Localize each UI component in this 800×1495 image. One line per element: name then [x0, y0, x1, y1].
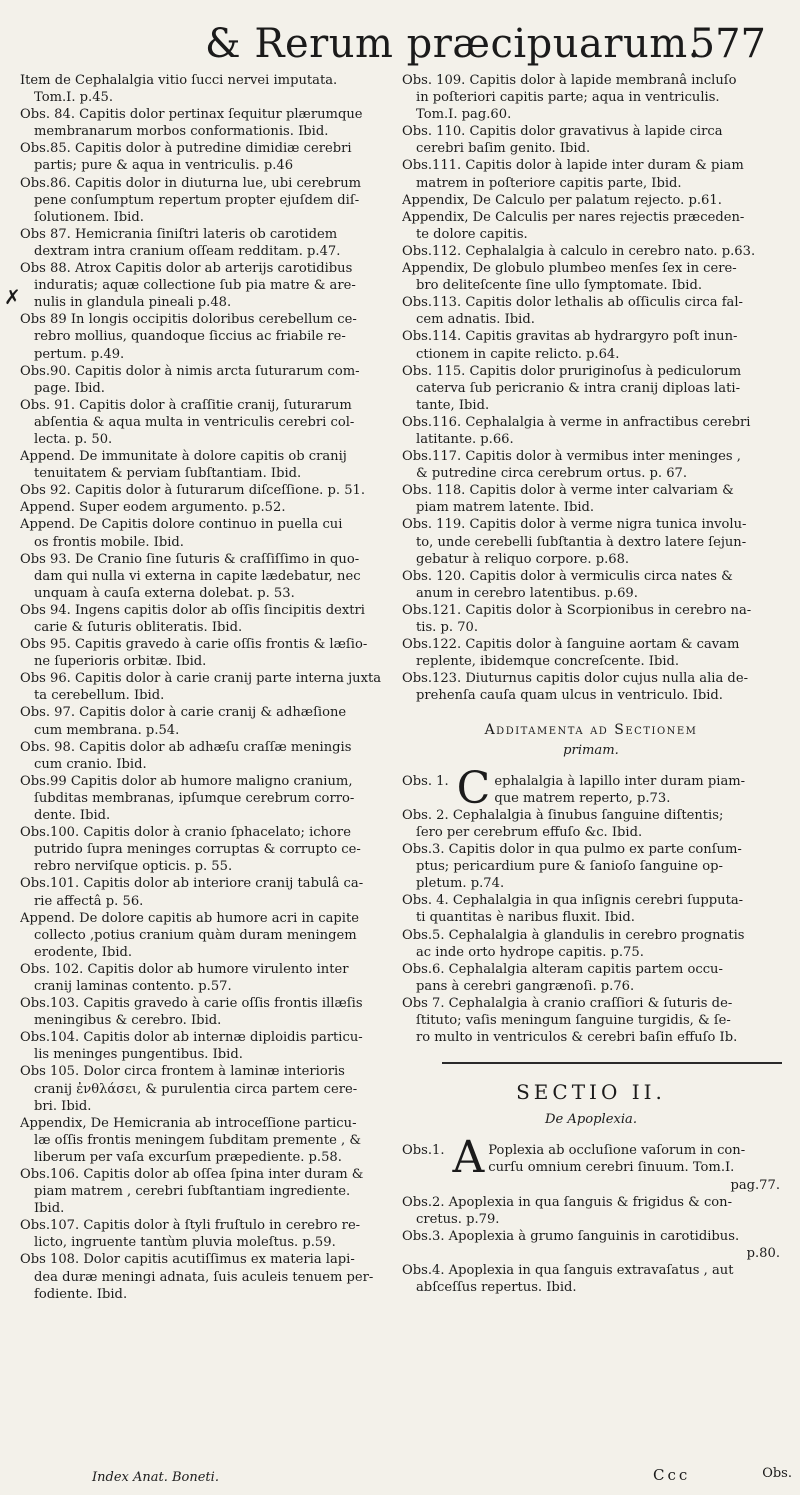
- index-entry: [20, 1217, 398, 1251]
- entry-line: collecto ,potius cranium quàm duram meningem: [34, 927, 357, 943]
- index-entry: [20, 1251, 398, 1302]
- index-entry: [402, 72, 780, 123]
- entry-line: pertum. p.49.: [34, 346, 125, 362]
- sectio-heading: SECTIO II.: [516, 1080, 666, 1105]
- entry-line: bro deliteſcente ſine ullo ſymptomate. Ibid.: [416, 278, 702, 294]
- index-entry: [20, 516, 398, 550]
- entry-line: replente, ibidemque concreſcente. Ibid.: [416, 654, 680, 670]
- entry-line: Obs.86. Capitis dolor in diuturna lue, ubi cerebrum: [20, 175, 362, 191]
- index-entry: [20, 602, 398, 636]
- entry-line: Obs. 91. Capitis dolor à craſſitie cranij, ſuturarum: [20, 397, 352, 413]
- index-entry: [20, 175, 398, 226]
- entry-line: Obs.113. Capitis dolor lethalis ab oſſiculis circa fal-: [402, 295, 743, 311]
- entry-line: Obs. 4. Cephalalgia in qua inſignis cerebri ſupputa-: [402, 893, 744, 909]
- index-entry: [20, 72, 398, 106]
- entry-line: Obs.104. Capitis dolor ab internæ diploidis particu-: [20, 1030, 363, 1046]
- index-entry: [20, 910, 398, 961]
- entry-line: piam matrem latente. Ibid.: [416, 500, 595, 516]
- entry-line: Obs.3. Apoplexia à grumo ſanguinis in carotidibus.: [402, 1228, 740, 1244]
- index-entry: [402, 1262, 780, 1296]
- entry-line: abſentia & aqua multa in ventriculis cerebri col-: [34, 414, 355, 430]
- entry-line: Obs.99 Capitis dolor ab humore maligno cranium,: [20, 773, 353, 789]
- entry-line: Appendix, De Calculis per nares rejectis præceden-: [402, 209, 745, 225]
- index-entry: [402, 961, 780, 995]
- entry-line: Obs.101. Capitis dolor ab interiore cranij tabulâ ca-: [20, 876, 364, 892]
- entry-line: piam matrem , cerebri ſubſtantiam ingrediente.: [34, 1184, 351, 1200]
- index-entry: [20, 704, 398, 738]
- entry-line: fodiente. Ibid.: [34, 1286, 128, 1302]
- entry-line: nulis in glandula pineali p.48.: [34, 295, 232, 311]
- entry-line: Obs.111. Capitis dolor à lapide inter duram & piam: [402, 158, 744, 174]
- entry-line: anum in cerebro latentibus. p.69.: [416, 585, 638, 601]
- entry-line: carie & ſuturis obliteratis. Ibid.: [34, 620, 243, 635]
- index-entry: [402, 670, 780, 704]
- index-entry: [20, 311, 398, 362]
- entry-line: Obs.103. Capitis gravedo à carie oſſis frontis illæſis: [20, 996, 363, 1012]
- index-entry: [402, 995, 780, 1046]
- entry-line: Obs.121. Capitis dolor à Scorpionibus in cerebro na-: [402, 602, 752, 618]
- entry-line: Obs 93. De Cranio ſine ſuturis & craſſiſſimo in quo-: [20, 551, 360, 567]
- entry-line: Obs. 109. Capitis dolor à lapide membranâ incluſo: [402, 73, 737, 88]
- index-entry: [402, 157, 780, 191]
- entry-line: & putredine circa cerebrum ortus. p. 67.: [416, 466, 688, 482]
- index-entry: [20, 636, 398, 670]
- entry-line: putrido ſupra meninges corruptas & corrupto ce-: [34, 842, 361, 858]
- entry-line: ſubditas membranas, ipſumque cerebrum corro-: [34, 790, 355, 806]
- index-entry: [20, 1115, 398, 1166]
- entry-line: Obs 88. Atrox Capitis dolor ab arterijs carotidibus: [20, 261, 353, 277]
- entry-line: Obs 105. Dolor circa frontem à laminæ interioris: [20, 1064, 345, 1080]
- entry-line: Obs.117. Capitis dolor à vermibus inter meninges ,: [402, 449, 741, 465]
- index-entry: [20, 482, 398, 499]
- entry-line: Poplexia ab occluſione vaſorum in con-: [488, 1143, 746, 1159]
- entry-line: ſero per cerebrum effuſo &c. Ibid.: [416, 824, 643, 840]
- index-entry: [20, 551, 398, 602]
- entry-line: erodente, Ibid.: [34, 944, 133, 960]
- index-entry: [20, 499, 398, 516]
- entry-line: in poſteriori capitis parte; aqua in ventriculis.: [416, 90, 720, 106]
- entry-line: pans à cerebri gangrænoſi. p.76.: [416, 978, 635, 994]
- entry-line: Appendix, De Calculo per palatum rejecto. p.61.: [402, 192, 722, 208]
- entry-line: ti quantitas è naribus fluxit. Ibid.: [416, 910, 635, 926]
- index-entry: [402, 1194, 780, 1228]
- entry-line: matrem in poſteriore capitis parte, Ibid.: [416, 175, 682, 191]
- entry-line: Obs. 115. Capitis dolor pruriginoſus à pediculorum: [402, 363, 742, 379]
- index-entry: [20, 397, 398, 448]
- entry-line: Appendix, De Hemicrania ab introceſſione particu-: [20, 1115, 357, 1131]
- entry-line: ta cerebellum. Ibid.: [34, 688, 165, 704]
- index-entry: [402, 209, 780, 243]
- entry-line: Obs.3. Capitis dolor in qua pulmo ex parte conſum-: [402, 842, 742, 858]
- index-entry: [402, 328, 780, 362]
- sectio-subheading: De Apoplexia.: [545, 1112, 637, 1128]
- entry-line: dextram intra cranium oſſeam redditam. p.47.: [34, 243, 341, 259]
- entry-line: Obs.100. Capitis dolor à cranio ſphacelato; ichore: [20, 825, 351, 841]
- entry-line: tis. p. 70.: [416, 620, 479, 635]
- right-column: [402, 72, 780, 1296]
- index-entry: [402, 841, 780, 892]
- entry-line: lis meninges pungentibus. Ibid.: [34, 1047, 243, 1063]
- index-entry: [20, 995, 398, 1029]
- entry-line: cum cranio. Ibid.: [34, 756, 147, 772]
- page-header: [0, 14, 800, 74]
- entry-line: Obs.114. Capitis gravitas ab hydrargyro poſt inun-: [402, 329, 738, 345]
- footer-signature: Ccc: [653, 1466, 691, 1484]
- footer-running-title: Index Anat. Boneti.: [92, 1470, 219, 1485]
- entry-line: Obs 7. Cephalalgia à cranio craſſiori & ſuturis de-: [402, 995, 733, 1011]
- page-number: 577: [689, 21, 766, 67]
- entry-line: Obs 95. Capitis gravedo à carie oſſis frontis & læſio-: [20, 637, 368, 653]
- entry-line: induratis; aquæ collectione ſub pia matre & are-: [34, 278, 356, 294]
- entry-line: Obs 89 In longis occipitis doloribus cerebellum ce-: [20, 312, 357, 328]
- entry-line: lecta. p. 50.: [34, 431, 113, 447]
- entry-line: dente. Ibid.: [34, 808, 111, 824]
- entry-line: dam qui nulla vi externa in capite lædebatur, nec: [34, 568, 361, 584]
- entry-line: dea duræ meningi adnata, ſuis aculeis tenuem per-: [34, 1269, 374, 1285]
- entry-line: Append. Super eodem argumento. p.52.: [20, 500, 286, 516]
- entry-line: ctionem in capite relicto. p.64.: [416, 346, 620, 362]
- entry-line: Obs 96. Capitis dolor à carie cranij parte interna juxta: [20, 671, 382, 687]
- entry-line: Append. De dolore capitis ab humore acri in capite: [20, 910, 359, 926]
- entry-line: caterva ſub pericranio & intra cranij diploas lati-: [416, 380, 740, 396]
- entry-line: Obs.2. Apoplexia in qua ſanguis & frigidus & con-: [402, 1194, 733, 1210]
- index-entry: [402, 762, 780, 814]
- entry-line: partis; pure & aqua in ventriculis. p.46: [34, 158, 294, 174]
- entry-line: ſtituto; vaſis meningum ſanguine turgidis, & ſe-: [416, 1012, 731, 1028]
- entry-line: bri. Ibid.: [34, 1098, 92, 1114]
- entry-line: cerebri baſim genito. Ibid.: [416, 141, 591, 157]
- entry-line: pletum. p.74.: [416, 876, 505, 892]
- section-rule: [442, 1062, 782, 1064]
- entry-line: Obs 94. Ingens capitis dolor ab oſſis ſincipitis dextri: [20, 602, 365, 618]
- index-entry: [20, 106, 398, 140]
- entry-line: ptus; pericardium pure & ſanioſo ſanguine op-: [416, 859, 723, 875]
- index-entry: [402, 243, 780, 260]
- entry-line: ro multo in ventriculos & cerebri baſin effuſo Ib.: [416, 1030, 738, 1046]
- entry-line: rebro nerviſque opticis. p. 55.: [34, 859, 233, 875]
- entry-line: latitante. p.66.: [416, 431, 514, 447]
- entry-line: Obs. 2. Cephalalgia à ſinubus ſanguine diſtentis;: [402, 807, 724, 823]
- index-entry: [20, 226, 398, 260]
- entry-line: Item de Cephalalgia vitio ſucci nervei imputata.: [20, 73, 338, 88]
- entry-line: Ibid.: [34, 1201, 65, 1217]
- entry-line: Obs.112. Cephalalgia à calculo in cerebro nato. p.63.: [402, 243, 756, 259]
- entry-line: Obs. 98. Capitis dolor ab adhæſu craſſæ meningis: [20, 739, 352, 755]
- footer-catchword: Obs.: [762, 1466, 792, 1481]
- entry-line: Obs. 119. Capitis dolor à verme nigra tunica involu-: [402, 517, 747, 533]
- entry-line: Tom.I. p.45.: [34, 90, 114, 106]
- entry-line: pag.77.: [730, 1177, 780, 1193]
- entry-line: rebro mollius, quandoque ſiccius ac friabile re-: [34, 329, 346, 345]
- entry-line: Obs.4. Apoplexia in qua ſanguis extravaſatus , aut: [402, 1263, 734, 1278]
- entry-line: licto, ingruente tantùm pluvia moleſtus. p.59.: [34, 1235, 336, 1251]
- index-entry: [402, 448, 780, 482]
- entry-line: membranarum morbos conformationis. Ibid.: [34, 124, 329, 140]
- entry-line: ac inde orto hydrope capitis. p.75.: [416, 944, 644, 960]
- index-entry: [402, 568, 780, 602]
- additamenta-subheading: primam.: [563, 742, 619, 758]
- entry-line: cum membrana. p.54.: [34, 722, 180, 738]
- page-title: & Rerum præcipuarum.: [205, 21, 701, 67]
- entry-line: Obs.106. Capitis dolor ab oſſea ſpina inter duram &: [20, 1167, 364, 1182]
- entry-line: Obs.90. Capitis dolor à nimis arcta ſuturarum com-: [20, 363, 360, 379]
- index-entry: [20, 824, 398, 875]
- index-entry: [402, 123, 780, 157]
- index-entry: [402, 1132, 780, 1193]
- entry-line: page. Ibid.: [34, 380, 105, 396]
- entry-line: gebatur à reliquo corpore. p.68.: [416, 551, 630, 567]
- entry-line: meningibus & cerebro. Ibid.: [34, 1013, 222, 1029]
- index-entry: [20, 363, 398, 397]
- margin-mark: ✗: [4, 285, 21, 309]
- entry-line: Obs 108. Dolor capitis acutiſſimus ex materia lapi-: [20, 1252, 355, 1268]
- left-column: [20, 72, 398, 1303]
- index-entry: [402, 260, 780, 294]
- entry-line: cretus. p.79.: [416, 1211, 500, 1227]
- entry-line: os frontis mobile. Ibid.: [34, 534, 184, 550]
- entry-line: abſceſſus repertus. Ibid.: [416, 1280, 577, 1296]
- entry-line: que matrem reperto, p.73.: [494, 790, 671, 806]
- entry-line: te dolore capitis.: [416, 226, 528, 242]
- index-entry: [402, 363, 780, 414]
- entry-line: Tom.I. pag.60.: [416, 107, 512, 123]
- entry-line: Obs. 118. Capitis dolor à verme inter calvariam &: [402, 483, 734, 499]
- entry-line: ſolutionem. Ibid.: [34, 209, 144, 225]
- entry-line: Obs 92. Capitis dolor à ſuturarum diſceſſione. p. 51.: [20, 483, 366, 499]
- entry-line: Obs. 102. Capitis dolor ab humore virulento inter: [20, 961, 349, 977]
- entry-line: Obs.85. Capitis dolor à putredine dimidiæ cerebri: [20, 141, 352, 157]
- entry-line: pene conſumptum repertum propter ejuſdem diſ-: [34, 192, 360, 208]
- entry-line: Obs.5. Cephalalgia à glandulis in cerebro prognatis: [402, 927, 745, 943]
- entry-line: rie affectâ p. 56.: [34, 893, 144, 909]
- entry-line: to, unde cerebelli ſubſtantia à dextro latere ſejun-: [416, 534, 747, 550]
- index-entry: [402, 414, 780, 448]
- entry-line: Append. De Capitis dolore continuo in puella cui: [20, 517, 343, 533]
- entry-line: cem adnatis. Ibid.: [416, 312, 535, 328]
- entry-line: ephalalgia à lapillo inter duram piam-: [494, 773, 746, 789]
- entry-line: curſu omnium cerebri ſinuum. Tom.I.: [488, 1160, 735, 1176]
- index-entry: [402, 516, 780, 567]
- entry-label: Obs. 1.: [402, 773, 449, 789]
- entry-line: Obs. 110. Capitis dolor gravativus à lapide circa: [402, 124, 723, 140]
- index-entry: [20, 260, 398, 311]
- index-entry: [402, 482, 780, 516]
- entry-line: p.80.: [746, 1245, 780, 1261]
- index-entry: [20, 1166, 398, 1217]
- entry-line: Obs. 84. Capitis dolor pertinax ſequitur plærumque: [20, 107, 363, 123]
- drop-capital: C: [456, 762, 491, 814]
- entry-line: Obs.6. Cephalalgia alteram capitis partem occu-: [402, 961, 723, 977]
- entry-line: Obs.107. Capitis dolor à ſtyli fruſtulo in cerebro re-: [20, 1218, 361, 1234]
- entry-line: Obs.116. Cephalalgia à verme in anfractibus cerebri: [402, 414, 751, 430]
- entry-line: Obs.122. Capitis dolor à ſanguine aortam & cavam: [402, 637, 740, 653]
- entry-line: cranij ἐνθλάσει, & purulentia circa partem cere-: [34, 1081, 358, 1097]
- entry-line: tenuitatem & perviam ſubſtantiam. Ibid.: [34, 466, 302, 482]
- entry-line: unquam à cauſa externa dolebat. p. 53.: [34, 585, 295, 601]
- index-entry: [20, 140, 398, 174]
- drop-capital: A: [452, 1132, 485, 1184]
- entry-line: Obs 87. Hemicrania ſiniſtri lateris ob carotidem: [20, 226, 338, 242]
- index-entry: [402, 294, 780, 328]
- entry-line: Append. De immunitate à dolore capitis ob cranij: [20, 449, 347, 465]
- index-entry: [402, 602, 780, 636]
- index-entry: [20, 1029, 398, 1063]
- index-entry: [20, 670, 398, 704]
- entry-line: ne ſuperioris orbitæ. Ibid.: [34, 654, 207, 670]
- index-entry: [20, 1063, 398, 1114]
- entry-line: prehenſa cauſa quam ulcus in ventriculo. Ibid.: [416, 688, 723, 704]
- entry-line: tante, Ibid.: [416, 397, 490, 413]
- index-entry: [402, 192, 780, 209]
- index-entry: [402, 927, 780, 961]
- index-entry: [20, 739, 398, 773]
- index-entry: [20, 448, 398, 482]
- entry-line: læ oſſis frontis meningem ſubditam premente , &: [34, 1132, 361, 1148]
- additamenta-heading: Additamenta ad Sectionem: [484, 722, 698, 739]
- index-entry: [402, 1228, 780, 1262]
- index-entry: [402, 892, 780, 926]
- entry-line: Obs.123. Diuturnus capitis dolor cujus nulla alia de-: [402, 671, 748, 687]
- entry-line: Appendix, De globulo plumbeo menſes ſex in cere-: [402, 261, 737, 277]
- index-entry: [20, 961, 398, 995]
- index-entry: [20, 875, 398, 909]
- entry-label: Obs.1.: [402, 1143, 445, 1159]
- index-entry: [402, 807, 780, 841]
- index-entry: [402, 636, 780, 670]
- entry-line: cranij laminas contento. p.57.: [34, 978, 232, 994]
- index-entry: [20, 773, 398, 824]
- entry-line: Obs. 97. Capitis dolor à carie cranij & adhæſione: [20, 705, 347, 721]
- entry-line: Obs. 120. Capitis dolor à vermiculis circa nates &: [402, 568, 733, 584]
- entry-line: liberum per vaſa excurſum præpediente. p.58.: [34, 1149, 342, 1165]
